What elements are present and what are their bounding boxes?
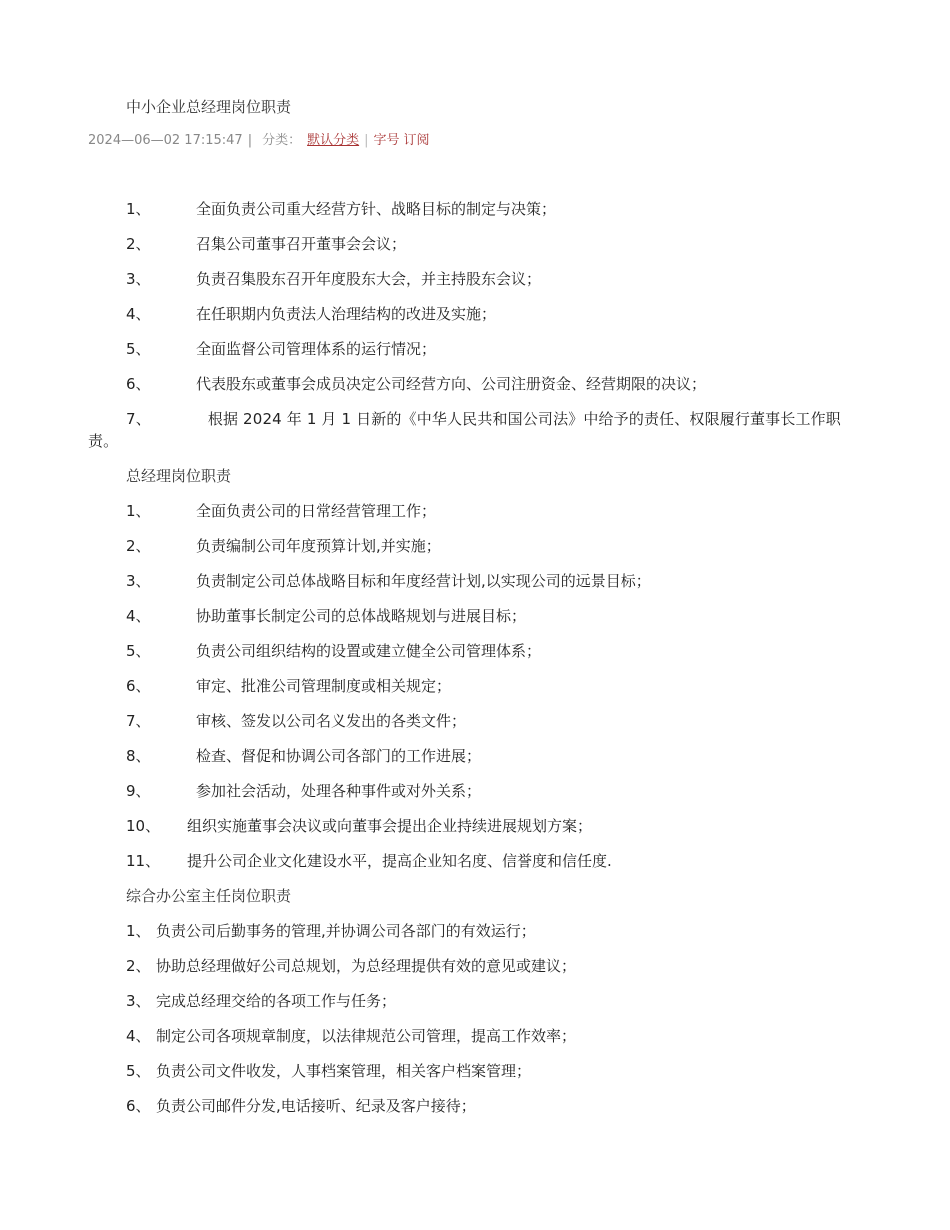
item-number: 1、 — [126, 922, 151, 940]
item-number: 2、 — [126, 957, 151, 975]
item-text: 协助董事长制定公司的总体战略规划与进展目标； — [196, 607, 527, 625]
gm-duty-item — [88, 535, 868, 570]
chairman-duty-item — [88, 373, 868, 408]
item-text: 负责编制公司年度预算计划,并实施； — [196, 537, 441, 555]
item-text: 负责召集股东召开年度股东大会，并主持股东会议； — [196, 270, 542, 288]
item-number: 3、 — [126, 270, 151, 288]
item-text: 在任职期内负责法人治理结构的改进及实施； — [196, 305, 497, 323]
article-meta — [88, 131, 430, 151]
item-text: 审核、签发以公司名义发出的各类文件； — [196, 712, 467, 730]
office-duty-item — [88, 990, 868, 1025]
meta-divider: | — [364, 133, 369, 148]
item-number: 4、 — [126, 607, 151, 625]
section-heading-office: 综合办公室主任岗位职责 — [126, 887, 292, 905]
item-text: 完成总经理交给的各项工作与任务； — [156, 992, 397, 1010]
item-text: 组织实施董事会决议或向董事会提出企业持续进展规划方案； — [187, 817, 593, 835]
item-number: 3、 — [126, 572, 151, 590]
post-datetime: 2024—06—02 17:15:47 — [88, 133, 243, 148]
gm-duty-item — [88, 605, 868, 640]
item-number: 3、 — [126, 992, 151, 1010]
item-number: 4、 — [126, 1027, 151, 1045]
gm-duty-item — [88, 850, 868, 885]
item-number: 10、 — [126, 817, 161, 835]
item-number: 5、 — [126, 340, 151, 358]
item-text: 负责公司文件收发，人事档案管理，相关客户档案管理； — [156, 1062, 532, 1080]
item-number: 6、 — [126, 375, 151, 393]
article-title: 中小企业总经理岗位职责 — [126, 98, 292, 116]
item-text: 负责公司后勤事务的管理,并协调公司各部门的有效运行； — [156, 922, 536, 940]
item-text: 全面负责公司的日常经营管理工作； — [196, 502, 437, 520]
chairman-duty-item — [88, 338, 868, 373]
item-number: 5、 — [126, 642, 151, 660]
office-duty-item — [88, 1025, 868, 1060]
item-text: 代表股东或董事会成员决定公司经营方向、公司注册资金、经营期限的决议； — [196, 375, 707, 393]
item-number: 7、 — [126, 410, 151, 428]
subscribe-link[interactable]: 订阅 — [403, 133, 430, 148]
item-text: 负责公司组织结构的设置或建立健全公司管理体系； — [196, 642, 542, 660]
office-duty-item — [88, 1095, 868, 1130]
item-text: 检查、督促和协调公司各部门的工作进展； — [196, 747, 482, 765]
article-body — [88, 198, 868, 1130]
chairman-duty-item — [88, 303, 868, 338]
chairman-duty-item — [88, 268, 868, 303]
item-text: 提升公司企业文化建设水平，提高企业知名度、信誉度和信任度. — [187, 852, 612, 870]
item-number: 8、 — [126, 747, 151, 765]
gm-duty-item — [88, 640, 868, 675]
item-paragraph — [88, 408, 863, 452]
item-text: 负责公司邮件分发,电话接听、纪录及客户接待； — [156, 1097, 476, 1115]
item-text: 根据 2024 年 1 月 1 日新的《中华人民共和国公司法》中给予的责任、权限履行董事长工作职责。 — [88, 410, 841, 450]
item-text: 全面监督公司管理体系的运行情况； — [196, 340, 437, 358]
item-number: 2、 — [126, 235, 151, 253]
chairman-duty-item — [88, 198, 868, 233]
item-number: 4、 — [126, 305, 151, 323]
meta-separator: | — [247, 133, 253, 148]
font-size-link[interactable]: 字号 — [373, 133, 400, 148]
category-label: 分类： — [262, 133, 302, 148]
section-heading-gm: 总经理岗位职责 — [126, 467, 232, 485]
item-number: 2、 — [126, 537, 151, 555]
item-text: 全面负责公司重大经营方针、战略目标的制定与决策； — [196, 200, 557, 218]
item-text: 负责制定公司总体战略目标和年度经营计划,以实现公司的远景目标； — [196, 572, 651, 590]
item-text: 参加社会活动，处理各种事件或对外关系； — [196, 782, 482, 800]
category-link[interactable]: 默认分类 — [307, 133, 360, 148]
item-number: 1、 — [126, 200, 151, 218]
office-duty-item — [88, 955, 868, 990]
item-text: 召集公司董事召开董事会会议； — [196, 235, 407, 253]
item-number: 1、 — [126, 502, 151, 520]
gm-duty-item — [88, 500, 868, 535]
gm-duty-item — [88, 780, 868, 815]
gm-duty-item — [88, 745, 868, 780]
chairman-duty-item — [88, 408, 868, 465]
office-duty-item — [88, 1060, 868, 1095]
item-number: 11、 — [126, 852, 161, 870]
item-number: 9、 — [126, 782, 151, 800]
item-text: 审定、批准公司管理制度或相关规定； — [196, 677, 452, 695]
office-duty-item — [88, 920, 868, 955]
item-text: 协助总经理做好公司总规划，为总经理提供有效的意见或建议； — [156, 957, 577, 975]
item-number: 5、 — [126, 1062, 151, 1080]
item-number: 6、 — [126, 1097, 151, 1115]
item-number: 7、 — [126, 712, 151, 730]
item-number: 6、 — [126, 677, 151, 695]
gm-duty-item — [88, 815, 868, 850]
item-text: 制定公司各项规章制度，以法律规范公司管理，提高工作效率； — [156, 1027, 577, 1045]
chairman-duty-item — [88, 233, 868, 268]
gm-duty-item — [88, 710, 868, 745]
gm-duty-item — [88, 675, 868, 710]
gm-duty-item — [88, 570, 868, 605]
